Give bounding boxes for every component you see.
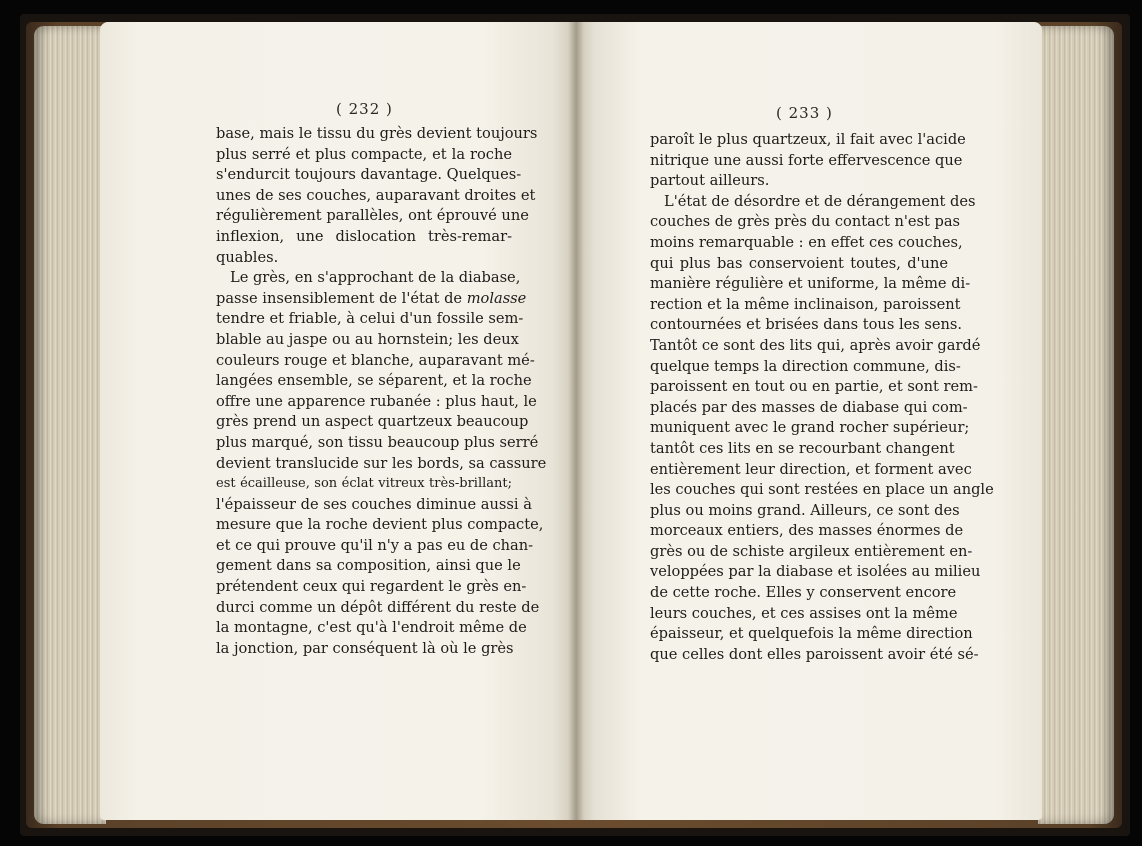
right-page-number: ( 233 ) xyxy=(776,104,833,122)
text-line: durci comme un dépôt différent du reste de xyxy=(216,598,540,616)
text-line: langées ensemble, se séparent, et la roche xyxy=(216,372,532,390)
text-line: veloppées par la diabase et isolées au milieu xyxy=(650,563,981,581)
right-page-edges xyxy=(1038,26,1114,824)
text-line: l'épaisseur de ses couches diminue aussi à xyxy=(216,495,532,513)
text-line: base, mais le tissu du grès devient toujours xyxy=(216,125,538,142)
text-line: partout ailleurs. xyxy=(650,172,770,190)
text-line: moins remarquable : en effet ces couches, xyxy=(650,233,963,251)
text-line: inflexion, une dislocation très-remar- xyxy=(216,227,512,245)
text-line: placés par des masses de diabase qui com- xyxy=(650,398,968,416)
text-line: épaisseur, et quelquefois la même direction xyxy=(650,625,973,643)
text-line: couleurs rouge et blanche, auparavant mé- xyxy=(216,351,535,369)
text-line: quables. xyxy=(216,248,279,266)
text-line: plus marqué, son tissu beaucoup plus serré xyxy=(216,433,539,451)
text-line: nitrique une aussi forte effervescence que xyxy=(650,151,963,169)
text-line: L'état de désordre et de dérangement des xyxy=(664,192,976,210)
left-page-edges xyxy=(34,26,106,824)
text-line: morceaux entiers, des masses énormes de xyxy=(650,522,964,540)
text-line: de cette roche. Elles y conservent encore xyxy=(650,584,957,602)
text-line: contournées et brisées dans tous les sens. xyxy=(650,316,963,334)
text-line: tendre et friable, à celui d'un fossile sem- xyxy=(216,310,524,328)
text-line: grès ou de schiste argileux entièrement en- xyxy=(650,542,973,560)
left-page-text xyxy=(216,124,547,659)
text-line: Le grès, en s'approchant de la diabase, xyxy=(230,269,521,287)
text-line: la montagne, c'est qu'à l'endroit même de xyxy=(216,619,527,637)
text-line: manière régulière et uniforme, la même di- xyxy=(650,275,971,293)
book-gutter xyxy=(568,22,584,820)
text-line: est écailleuse, son éclat vitreux très-brillant; xyxy=(216,476,512,492)
text-line-molasse: passe insensiblement de l'état de molasse xyxy=(216,289,527,307)
text-line: unes de ses couches, auparavant droites et xyxy=(216,186,536,204)
text-line: la jonction, par conséquent là où le grès xyxy=(216,639,514,657)
text-line: les couches qui sont restées en place un angle xyxy=(650,481,994,499)
text-line: leurs couches, et ces assises ont la même xyxy=(650,604,958,622)
text-line: qui plus bas conservoient toutes, d'une xyxy=(650,254,948,272)
text-line: prétendent ceux qui regardent le grès en- xyxy=(216,578,527,596)
text-line: paroît le plus quartzeux, il fait avec l'acide xyxy=(650,131,966,148)
text-line: offre une apparence rubanée : plus haut, le xyxy=(216,392,537,410)
text-line: devient translucide sur les bords, sa cassure xyxy=(216,454,547,472)
text-line: grès prend un aspect quartzeux beaucoup xyxy=(216,413,529,431)
text-line: blable au jaspe ou au hornstein; les deux xyxy=(216,330,519,348)
right-page-text xyxy=(650,130,994,665)
text-line: plus serré et plus compacte, et la roche xyxy=(216,145,512,163)
text-line: entièrement leur direction, et forment avec xyxy=(650,460,972,478)
text-line: muniquent avec le grand rocher supérieur; xyxy=(650,419,970,437)
text-line: régulièrement parallèles, ont éprouvé une xyxy=(216,207,529,225)
text-line: tantôt ces lits en se recourbant changent xyxy=(650,439,955,457)
text-line: et ce qui prouve qu'il n'y a pas eu de chan- xyxy=(216,536,534,554)
left-page-number: ( 232 ) xyxy=(336,100,393,118)
text-line: Tantôt ce sont des lits qui, après avoir gardé xyxy=(650,336,981,354)
text-line: plus ou moins grand. Ailleurs, ce sont des xyxy=(650,501,960,519)
text-line: couches de grès près du contact n'est pas xyxy=(650,213,961,231)
text-line: quelque temps la direction commune, dis- xyxy=(650,357,961,375)
text-line: que celles dont elles paroissent avoir été sé- xyxy=(650,645,979,663)
text-line: paroissent en tout ou en partie, et sont rem- xyxy=(650,378,978,396)
text-line: gement dans sa composition, ainsi que le xyxy=(216,557,521,575)
text-line: mesure que la roche devient plus compacte, xyxy=(216,516,544,534)
text-line: rection et la même inclinaison, paroissent xyxy=(650,295,961,313)
text-line: s'endurcit toujours davantage. Quelques- xyxy=(216,166,522,184)
italic-word: molasse xyxy=(466,289,527,307)
